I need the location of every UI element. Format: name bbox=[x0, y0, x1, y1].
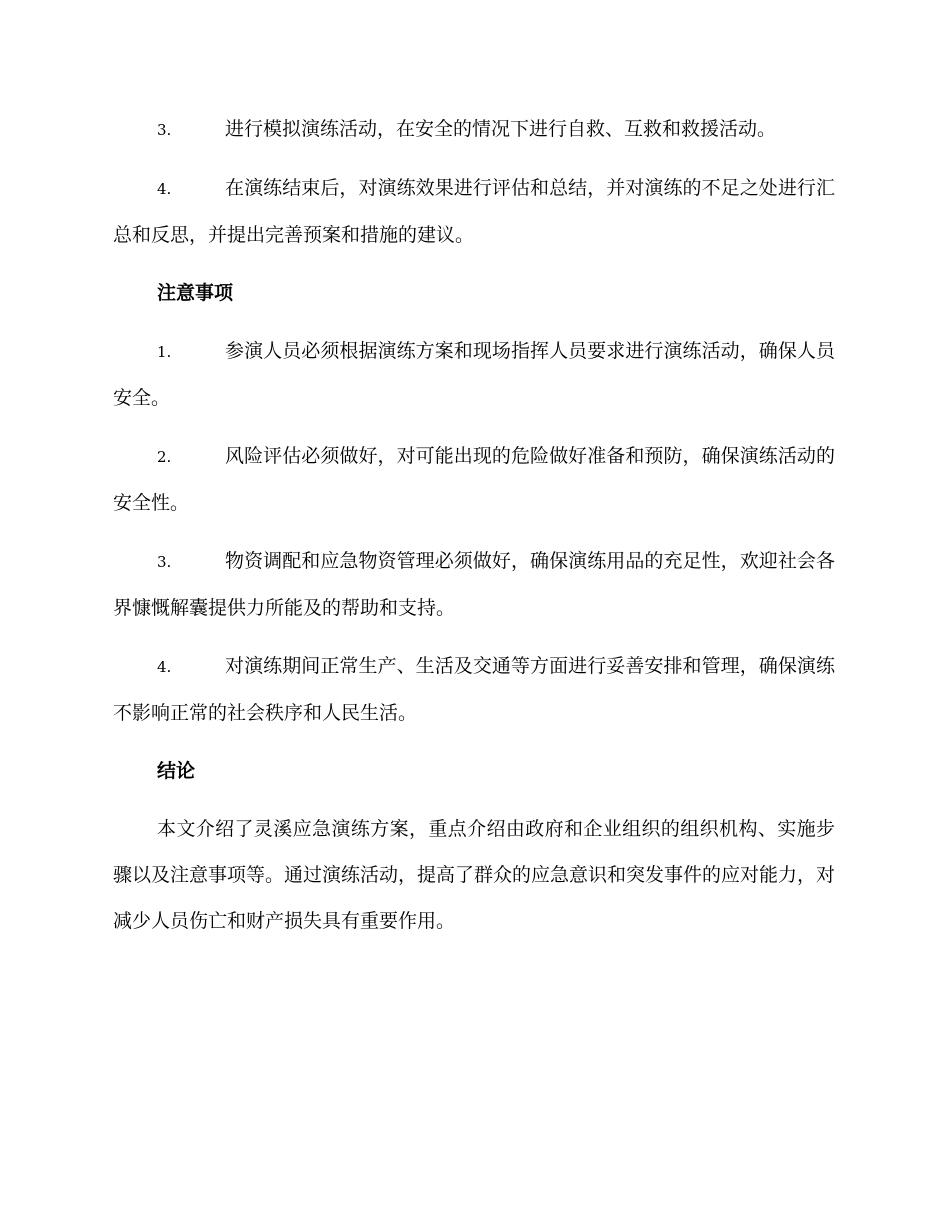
precaution-number: 2. bbox=[157, 448, 172, 466]
step-number: 4. bbox=[157, 180, 172, 198]
precaution-item-2 bbox=[113, 433, 835, 526]
document-page bbox=[113, 106, 835, 944]
precaution-number: 4. bbox=[157, 658, 172, 676]
precaution-number: 3. bbox=[157, 553, 172, 571]
section-heading-conclusion: 结论 bbox=[157, 760, 196, 782]
step-item-4 bbox=[113, 165, 835, 258]
section-heading-precautions: 注意事项 bbox=[157, 282, 234, 304]
step-text: 在演练结束后，对演练效果进行评估和总结，并对演练的不足之处进行汇总和反思，并提出完善预案和措施的建议。 bbox=[113, 177, 835, 246]
precaution-text: 物资调配和应急物资管理必须做好，确保演练用品的充足性，欢迎社会各界慷慨解囊提供力所能及的帮助和支持。 bbox=[113, 550, 835, 619]
precaution-text: 风险评估必须做好，对可能出现的危险做好准备和预防，确保演练活动的安全性。 bbox=[113, 445, 835, 514]
step-number: 3. bbox=[157, 121, 172, 139]
precaution-item-4 bbox=[113, 643, 835, 736]
step-item-3 bbox=[113, 106, 835, 153]
precaution-text: 对演练期间正常生产、生活及交通等方面进行妥善安排和管理，确保演练不影响正常的社会秩序和人民生活。 bbox=[113, 655, 835, 724]
precaution-number: 1. bbox=[157, 343, 172, 361]
precaution-item-3 bbox=[113, 538, 835, 631]
precaution-text: 参演人员必须根据演练方案和现场指挥人员要求进行演练活动，确保人员安全。 bbox=[113, 340, 835, 409]
step-text: 进行模拟演练活动，在安全的情况下进行自救、互救和救援活动。 bbox=[225, 118, 777, 140]
conclusion-paragraph: 本文介绍了灵溪应急演练方案，重点介绍由政府和企业组织的组织机构、实施步骤以及注意事项等。通过演练活动，提高了群众的应急意识和突发事件的应对能力，对减少人员伤亡和财产损失具有重要作用。 bbox=[113, 818, 836, 932]
precaution-item-1 bbox=[113, 328, 835, 421]
